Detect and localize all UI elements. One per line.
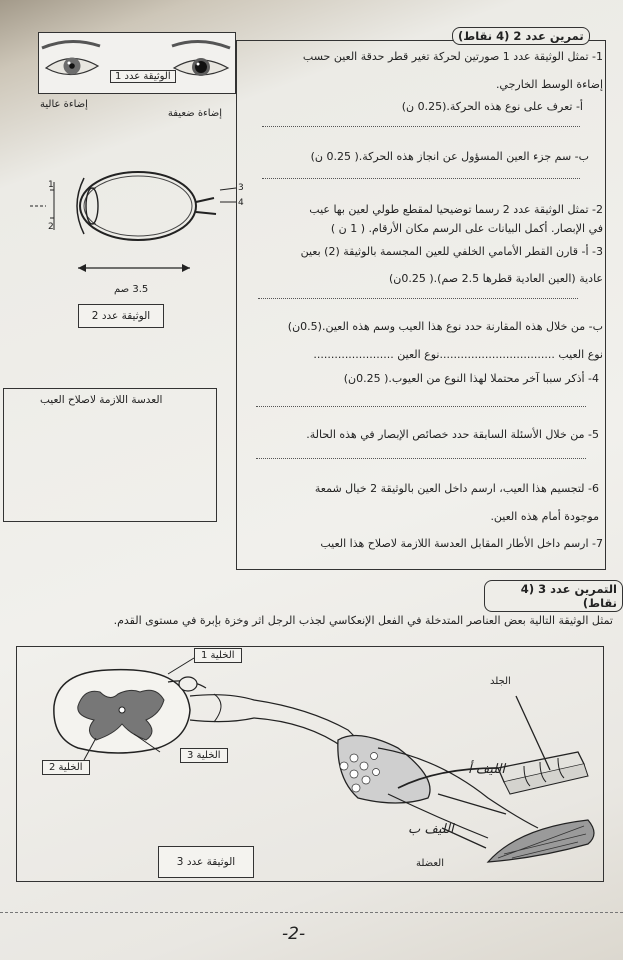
q5: 5- من خلال الأسئلة السابقة حدد خصائص الإبصار في هذه الحالة. xyxy=(306,428,599,441)
q2-line1: 2- تمثل الوثيقة عدد 2 رسما توضيحيا لمقطع طولي لعين بها عيب xyxy=(309,203,603,216)
eye-section-diagram xyxy=(10,168,244,248)
eye-label-1: 1 xyxy=(48,180,54,190)
q6-line2: موجودة أمام هذه العين. xyxy=(490,510,599,523)
q3b-line2: نوع العيب .................................نوع العين ....................... xyxy=(313,348,603,361)
measure-arrow xyxy=(74,262,194,274)
eye-label-3: 3 xyxy=(238,183,244,193)
q2-line2: في الإبصار. أكمل البيانات على الرسم مكان الأرقام. ( 1 ن ) xyxy=(330,222,603,235)
eye-label-2: 2 xyxy=(48,222,54,232)
q7: 7- ارسم داخل الأطار المقابل العدسة اللازمة لاصلاح هذا العيب xyxy=(320,537,603,550)
q3-line2: عادية (العين العادية قطرها 2.5 صم).( 0.25ن) xyxy=(389,272,603,285)
lens-drawing-box xyxy=(3,388,217,522)
doc1-left-caption: إضاءة عالية xyxy=(40,99,88,110)
footer-rule xyxy=(0,912,623,913)
large-pupil xyxy=(195,61,207,73)
doc3-label: الوثيقة عدد 3 xyxy=(158,846,254,878)
eye-label-4: 4 xyxy=(238,198,244,208)
cell-2-label: الخلية 2 xyxy=(42,760,90,775)
exercise-3-title: التمرين عدد 3 (4 نقاط) xyxy=(484,580,623,612)
doc1-label: الوثيقة عدد 1 xyxy=(110,70,176,83)
q1b: ب- سم جزء العين المسؤول عن انجاز هذه الحركة.( 0.25 ن) xyxy=(310,150,589,163)
q1-line2: إضاءة الوسط الخارجي. xyxy=(495,78,603,91)
cell-1-label: الخلية 1 xyxy=(194,648,242,663)
skin-label: الجلد xyxy=(490,676,511,687)
q3-line1: 3- أ- قارن القطر الأمامي الخلفي للعين المجسمة بالوثيقة (2) بعين xyxy=(300,245,603,258)
lens-box-title: العدسة اللازمة لاصلاح العيب xyxy=(40,394,163,406)
nerve-bundle xyxy=(338,736,430,804)
exercise-2-title: تمرين عدد 2 (4 نقاط) xyxy=(452,27,590,45)
fiber-a-label: الليف أ xyxy=(468,762,506,777)
q6-line1: 6- لتجسيم هذا العيب، ارسم داخل العين بالوثيقة 2 خيال شمعة xyxy=(314,482,599,495)
q1a-answer-line xyxy=(262,126,580,127)
page-number: -2- xyxy=(282,924,306,944)
q1-line1: 1- تمثل الوثيقة عدد 1 صورتين لحركة تغير قطر حدقة العين حسب xyxy=(302,50,603,63)
q4-answer-line xyxy=(256,406,586,407)
q4: 4- أذكر سببا آخر محتملا لهذا النوع من العيوب.( 0.25ن) xyxy=(343,372,599,385)
measure-label: 3.5 صم xyxy=(114,284,149,295)
q3a-answer-line xyxy=(258,298,578,299)
fiber-b-label: الليف ب xyxy=(408,822,454,837)
doc2-label: الوثيقة عدد 2 xyxy=(78,304,164,328)
left-eye-image xyxy=(40,34,104,90)
q1b-answer-line xyxy=(262,178,580,179)
cell-3-label: الخلية 3 xyxy=(180,748,228,763)
reflex-arc-diagram xyxy=(18,648,602,878)
exercise-3-intro: تمثل الوثيقة التالية بعض العناصر المتدخلة في الفعل الإنعكاسي لجذب الرجل اثر وخزة بإبرة في مستوى القدم. xyxy=(113,614,613,627)
muscle-label: العضلة xyxy=(416,858,444,869)
q5-answer-line xyxy=(256,458,586,459)
q3b-line1: ب- من خلال هذه المقارنة حدد نوع هذا العيب وسم هذه العين.(0.5ن) xyxy=(287,320,603,333)
doc1-right-caption: إضاءة ضعيفة xyxy=(167,108,223,119)
q1a: أ- تعرف على نوع هذه الحركة.(0.25 ن) xyxy=(401,100,583,113)
right-eye-image xyxy=(170,34,232,90)
